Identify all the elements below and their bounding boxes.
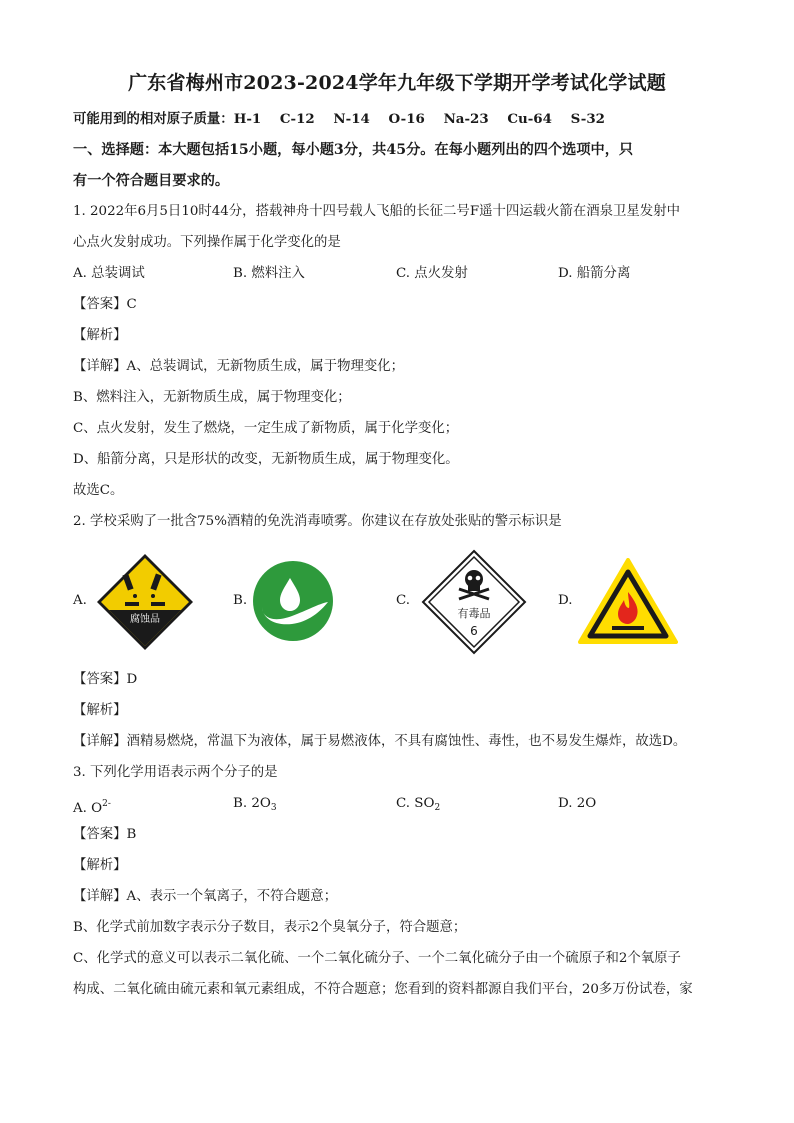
- q2-analysis: 【解析】: [73, 703, 127, 718]
- q1-detail-2: B、燃料注入，无新物质生成，属于物理变化；: [73, 390, 351, 405]
- atomic-mass-prefix: 可能用到的相对原子质量：: [73, 111, 234, 127]
- q1-option-d: D. 船箭分离: [558, 266, 631, 281]
- toxic-sign-number: 6: [470, 624, 478, 638]
- atomic-mass-c: C-12: [279, 111, 315, 127]
- q3-option-b: [233, 795, 277, 817]
- atomic-mass-na: Na-23: [443, 111, 489, 127]
- q2-option-a-label: A.: [73, 593, 87, 608]
- q3-option-d: [558, 795, 596, 813]
- corrosive-sign-icon: [95, 552, 195, 652]
- q2-option-c-label: C.: [396, 593, 411, 608]
- page-title: 广东省梅州市2023-2024学年九年级下学期开学考试化学试题: [128, 72, 666, 94]
- q1-analysis: 【解析】: [73, 328, 127, 343]
- q3-option-c-subscript: 2: [434, 803, 441, 813]
- q3-detail-1: 【详解】A、表示一个氧离子，不符合题意；: [73, 889, 338, 904]
- q1-option-a: A. 总装调试: [73, 266, 145, 281]
- toxic-sign-text: 有毒品: [457, 607, 491, 620]
- q1-answer: 【答案】C: [73, 297, 137, 312]
- q1-detail-3: C、点火发射，发生了燃烧，一定生成了新物质，属于化学变化；: [73, 421, 459, 436]
- q1-conclusion: 故选C。: [73, 483, 124, 498]
- q2-answer: 【答案】D: [73, 672, 138, 687]
- toxic-sign-icon: [421, 549, 527, 655]
- q2-option-b-label: B.: [233, 593, 248, 608]
- atomic-mass-s: S-32: [570, 111, 605, 127]
- q2-option-d-label: D.: [558, 593, 573, 608]
- q3-option-a: [73, 795, 111, 818]
- q3-analysis: 【解析】: [73, 858, 127, 873]
- q3-detail-4: 构成、二氧化硫由硫元素和氧元素组成，不符合题意；您看到的资料都源自我们平台，20多万份试卷，家: [73, 982, 693, 997]
- q1-detail-1: 【详解】A、总装调试，无新物质生成，属于物理变化；: [73, 359, 405, 374]
- q3-option-c: [396, 795, 440, 817]
- section-heading-line1: 一、选择题：本大题包括15小题，每小题3分，共45分。在每小题列出的四个选项中，只: [73, 142, 634, 158]
- q3-stem: 3. 下列化学用语表示两个分子的是: [73, 765, 278, 780]
- q3-option-c-label: C. SO: [396, 796, 435, 811]
- section-heading-line2: 有一个符合题目要求的。: [73, 173, 230, 189]
- q2-detail: 【详解】酒精易燃烧，常温下为液体，属于易燃液体，不具有腐蚀性、毒性，也不易发生爆炸，故选D。: [73, 734, 687, 749]
- q3-option-d-label: D. 2O: [558, 796, 597, 811]
- q3-option-b-subscript: 3: [270, 803, 277, 813]
- atomic-mass-n: N-14: [333, 111, 370, 127]
- atomic-mass-line: [73, 110, 605, 128]
- atomic-mass-h: H-1: [233, 111, 262, 127]
- q3-option-a-label: A. O: [73, 801, 103, 816]
- q1-option-b: B. 燃料注入: [233, 266, 305, 281]
- q1-option-c: C. 点火发射: [396, 266, 468, 281]
- atomic-mass-cu: Cu-64: [507, 111, 552, 127]
- corrosive-sign-text: 腐蚀品: [130, 614, 160, 625]
- q3-option-b-label: B. 2O: [233, 796, 271, 811]
- flammable-sign-icon: [578, 558, 678, 646]
- q1-stem-line1: 1. 2022年6月5日10时44分，搭载神舟十四号载人飞船的长征二号F遥十四运载火箭在酒泉卫星发射中: [73, 204, 680, 219]
- q1-detail-4: D、船箭分离，只是形状的改变，无新物质生成，属于物理变化。: [73, 452, 459, 467]
- q3-option-a-charge: 2-: [102, 799, 111, 809]
- q2-stem: 2. 学校采购了一批含75%酒精的免洗消毒喷雾。你建议在存放处张贴的警示标识是: [73, 514, 562, 529]
- q3-detail-3: C、化学式的意义可以表示二氧化硫、一个二氧化硫分子、一个二氧化硫分子由一个硫原子和2个氧原子: [73, 951, 681, 966]
- green-water-symbol-icon: [252, 560, 334, 642]
- q1-stem-line2: 心点火发射成功。下列操作属于化学变化的是: [73, 235, 341, 250]
- q3-answer: 【答案】B: [73, 827, 137, 842]
- atomic-mass-o: O-16: [388, 111, 425, 127]
- q3-detail-2: B、化学式前加数字表示分子数目，表示2个臭氧分子，符合题意；: [73, 920, 467, 935]
